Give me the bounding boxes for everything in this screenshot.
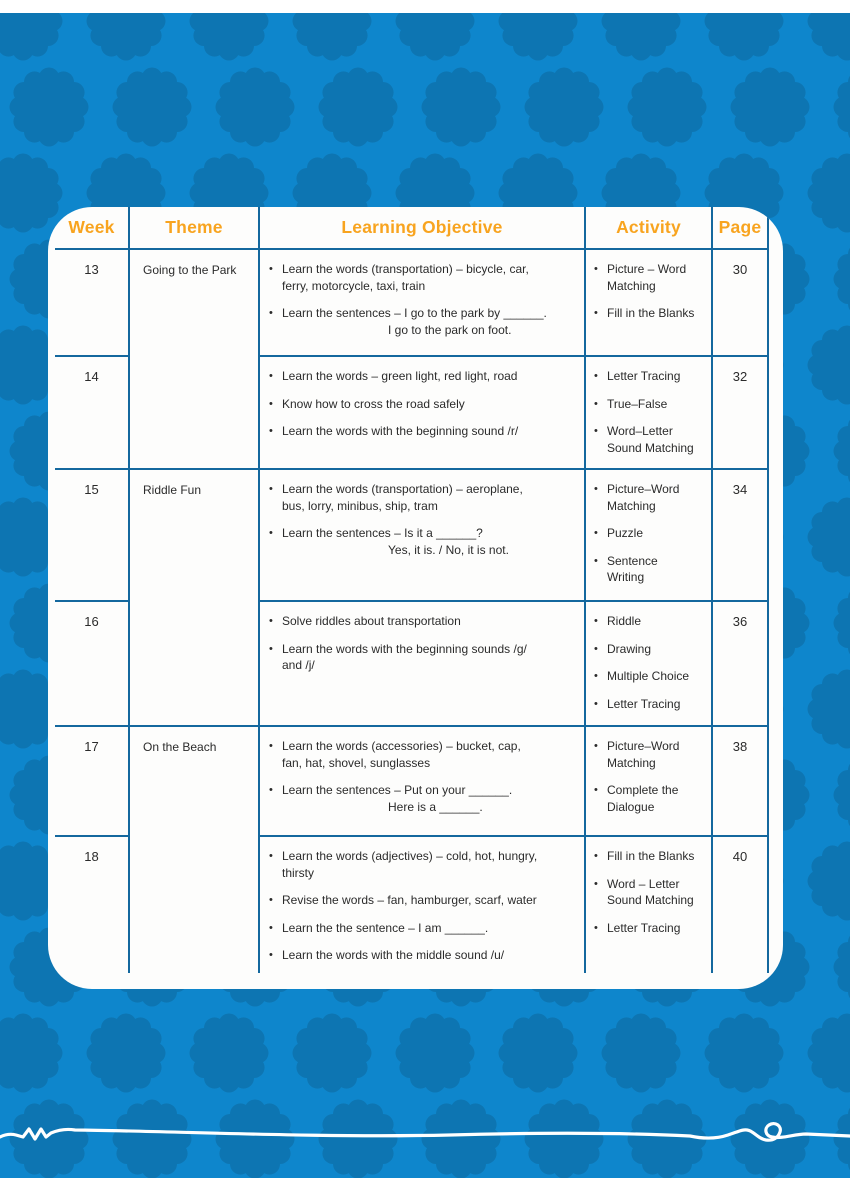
activity-text: Picture–Word Matching xyxy=(607,482,680,513)
bullet-icon: • xyxy=(269,425,273,438)
objective-text: Solve riddles about transportation xyxy=(282,614,461,628)
activity-cell xyxy=(586,357,713,470)
activity-text: Sentence Writing xyxy=(607,553,658,585)
activity-item xyxy=(594,423,708,456)
activity-text: Letter Tracing xyxy=(607,696,681,711)
objective-text: Learn the words (accessories) – bucket, cap, fan, hat, shovel, sunglasses xyxy=(282,739,521,770)
activity-text: Word–Letter Sound Matching xyxy=(607,424,694,455)
header-activity: Activity xyxy=(586,207,713,250)
header-page: Page xyxy=(713,207,769,250)
page-cell: 34 xyxy=(713,470,769,602)
theme-cell: On the Beach xyxy=(130,727,260,973)
activity-item xyxy=(594,738,708,771)
objective-text: Learn the words with the beginning sounds /g/ and /j/ xyxy=(282,641,527,673)
activity-item xyxy=(594,782,708,815)
objective-item xyxy=(269,368,580,385)
objective-cell xyxy=(260,357,586,470)
bullet-icon: • xyxy=(269,921,273,934)
bullet-icon: • xyxy=(269,263,273,275)
week-cell: 13 xyxy=(55,250,130,357)
bullet-icon: • xyxy=(269,949,273,962)
bullet-icon: • xyxy=(594,697,598,710)
activity-text: Riddle xyxy=(607,614,642,628)
activity-item xyxy=(594,696,708,713)
bullet-icon: • xyxy=(269,615,273,627)
bullet-icon: • xyxy=(269,642,273,655)
activity-item xyxy=(594,553,708,586)
activity-text: Fill in the Blanks xyxy=(607,849,695,863)
bullet-icon: • xyxy=(594,263,598,275)
objective-item xyxy=(269,892,580,909)
activity-item xyxy=(594,920,708,937)
objective-item xyxy=(269,738,580,771)
objective-continuation: I go to the park on foot. xyxy=(388,322,512,337)
bullet-icon: • xyxy=(594,397,598,410)
activity-item xyxy=(594,876,708,909)
objective-cell xyxy=(260,602,586,727)
week-cell: 14 xyxy=(55,357,130,470)
objective-item xyxy=(269,261,580,294)
page-cell: 38 xyxy=(713,727,769,837)
objective-continuation: Here is a ______. xyxy=(388,799,483,814)
objective-text: Learn the words with the middle sound /u/ xyxy=(282,948,505,963)
activity-item xyxy=(594,525,708,542)
bullet-icon: • xyxy=(594,642,598,655)
activity-cell xyxy=(586,250,713,357)
activity-text: Fill in the Blanks xyxy=(607,306,695,321)
objective-continuation: Yes, it is. / No, it is not. xyxy=(388,542,509,557)
objective-text: Learn the words – green light, red light, road xyxy=(282,369,518,383)
bullet-icon: • xyxy=(594,425,598,438)
week-cell: 18 xyxy=(55,837,130,973)
theme-cell: Riddle Fun xyxy=(130,470,260,727)
activity-text: Complete the Dialogue xyxy=(607,783,679,814)
bullet-icon: • xyxy=(269,740,273,752)
week-cell: 16 xyxy=(55,602,130,727)
activity-text: Puzzle xyxy=(607,526,644,541)
bullet-icon: • xyxy=(594,877,598,890)
activity-item xyxy=(594,481,708,514)
bullet-icon: • xyxy=(594,670,598,683)
activity-cell xyxy=(586,727,713,837)
objective-text: Learn the sentences – Put on your ______. Here is a ______. xyxy=(282,782,580,815)
bullet-icon: • xyxy=(594,784,598,797)
bullet-icon: • xyxy=(594,921,598,934)
bullet-icon: • xyxy=(594,740,598,752)
bullet-icon: • xyxy=(594,527,598,540)
objective-text: Learn the the sentence – I am ______. xyxy=(282,920,489,935)
activity-item xyxy=(594,848,708,865)
week-cell: 17 xyxy=(55,727,130,837)
objective-text: Learn the sentences – I go to the park by ______. I go to the park on foot. xyxy=(282,305,580,338)
page-cell: 40 xyxy=(713,837,769,973)
objective-cell xyxy=(260,837,586,973)
bullet-icon: • xyxy=(269,894,273,907)
objective-item xyxy=(269,920,580,937)
objective-item xyxy=(269,305,580,338)
bullet-icon: • xyxy=(269,370,273,382)
objective-text: Revise the words – fan, hamburger, scarf, water xyxy=(282,893,537,908)
theme-cell: Going to the Park xyxy=(130,250,260,470)
objective-text: Know how to cross the road safely xyxy=(282,396,465,411)
schedule-card xyxy=(48,207,783,989)
bullet-icon: • xyxy=(269,784,273,797)
activity-text: Picture–Word Matching xyxy=(607,739,680,770)
page-cell: 30 xyxy=(713,250,769,357)
bullet-icon: • xyxy=(269,850,273,862)
objective-item xyxy=(269,613,580,630)
activity-item xyxy=(594,613,708,630)
bullet-icon: • xyxy=(594,554,598,567)
activity-text: Letter Tracing xyxy=(607,369,681,383)
objective-text: Learn the words with the beginning sound /r/ xyxy=(282,424,519,439)
activity-item xyxy=(594,305,708,322)
activity-item xyxy=(594,641,708,658)
objective-text: Learn the words (transportation) – bicycle, car, ferry, motorcycle, taxi, train xyxy=(282,262,529,293)
objective-cell xyxy=(260,470,586,602)
bullet-icon: • xyxy=(594,850,598,862)
objective-text: Learn the words (transportation) – aeroplane, bus, lorry, minibus, ship, tram xyxy=(282,482,523,513)
activity-text: Multiple Choice xyxy=(607,669,690,684)
bullet-icon: • xyxy=(594,307,598,320)
bullet-icon: • xyxy=(269,527,273,540)
objective-item xyxy=(269,525,580,558)
objective-item xyxy=(269,396,580,413)
activity-item xyxy=(594,261,708,294)
header-theme: Theme xyxy=(130,207,260,250)
week-cell: 15 xyxy=(55,470,130,602)
objective-text: Learn the words (adjectives) – cold, hot, hungry, thirsty xyxy=(282,849,538,880)
objective-item xyxy=(269,782,580,815)
page-cell: 36 xyxy=(713,602,769,727)
activity-item xyxy=(594,368,708,385)
activity-cell xyxy=(586,470,713,602)
objective-item xyxy=(269,423,580,440)
squiggle-divider xyxy=(0,1116,850,1162)
activity-item xyxy=(594,668,708,685)
curriculum-table xyxy=(55,207,769,973)
bullet-icon: • xyxy=(594,483,598,495)
bullet-icon: • xyxy=(594,370,598,382)
header-learning-objective: Learning Objective xyxy=(260,207,586,250)
activity-text: Word – Letter Sound Matching xyxy=(607,876,694,908)
objective-item xyxy=(269,947,580,964)
objective-item xyxy=(269,641,580,674)
activity-item xyxy=(594,396,708,413)
page-cell: 32 xyxy=(713,357,769,470)
bullet-icon: • xyxy=(594,615,598,627)
header-week: Week xyxy=(55,207,130,250)
objective-item xyxy=(269,848,580,881)
activity-cell xyxy=(586,602,713,727)
activity-cell xyxy=(586,837,713,973)
activity-text: True–False xyxy=(607,396,668,411)
activity-text: Picture – Word Matching xyxy=(607,262,687,293)
objective-cell xyxy=(260,727,586,837)
bullet-icon: • xyxy=(269,397,273,410)
activity-text: Drawing xyxy=(607,641,652,656)
activity-text: Letter Tracing xyxy=(607,920,681,935)
objective-cell xyxy=(260,250,586,357)
objective-text: Learn the sentences – Is it a ______? Yes, it is. / No, it is not. xyxy=(282,525,580,558)
objective-item xyxy=(269,481,580,514)
bullet-icon: • xyxy=(269,307,273,320)
bullet-icon: • xyxy=(269,483,273,495)
squiggle-line-icon xyxy=(0,1124,850,1141)
